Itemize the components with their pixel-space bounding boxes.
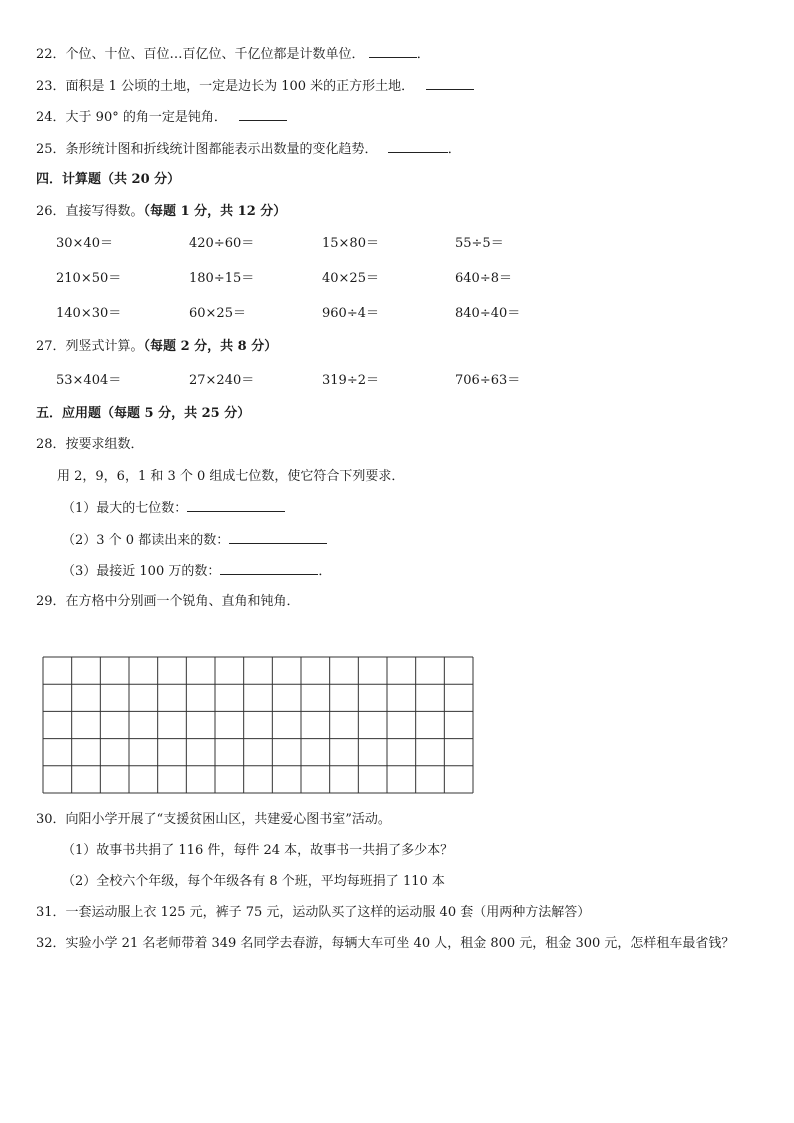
- question-22-text: 22．个位、十位、百位…百亿位、千亿位都是计数单位．: [36, 47, 365, 62]
- expr-27-3: 319÷2＝: [322, 373, 379, 388]
- question-24: [36, 108, 287, 127]
- section-4-title: 四．计算题（共 20 分）: [36, 172, 181, 187]
- question-24-text: 24．大于 90° 的角一定是钝角．: [36, 110, 227, 125]
- question-26-title: 26．直接写得数。: [36, 204, 144, 219]
- expr-26-2-3: 40×25＝: [322, 271, 379, 286]
- question-30-title: 30．向阳小学开展了“支援贫困山区，共建爱心图书室”活动。: [36, 812, 391, 827]
- expr-26-3-2: 60×25＝: [189, 306, 246, 321]
- expr-26-1-1: 30×40＝: [56, 236, 113, 251]
- answer-blank-28-1[interactable]: [187, 499, 285, 512]
- question-22: 22．个位、十位、百位…百亿位、千亿位都是计数单位． ．: [36, 47, 430, 62]
- question-30-part-1: （1）故事书共捐了 116 件，每件 24 本，故事书一共捐了多少本？: [62, 843, 454, 858]
- expr-26-2-4: 640÷8＝: [455, 271, 512, 286]
- expr-27-2: 27×240＝: [189, 373, 255, 388]
- expr-27-1: 53×404＝: [56, 373, 122, 388]
- question-29-title: 29．在方格中分别画一个锐角、直角和钝角．: [36, 594, 300, 609]
- expr-26-3-3: 960÷4＝: [322, 306, 379, 321]
- question-23-text: 23．面积是 1 公顷的土地，一定是边长为 100 米的正方形土地．: [36, 79, 415, 94]
- answer-blank-23[interactable]: [426, 77, 474, 90]
- expr-26-1-4: 55÷5＝: [455, 236, 504, 251]
- question-25-text: 25．条形统计图和折线统计图都能表示出数量的变化趋势．: [36, 142, 378, 157]
- expr-26-2-2: 180÷15＝: [189, 271, 255, 286]
- question-32: 32．实验小学 21 名老师带着 349 名同学去春游，每辆大车可坐 40 人，租金 800 元，租金 300 元，怎样租车最省钱？: [36, 936, 735, 951]
- expr-26-2-1: 210×50＝: [56, 271, 122, 286]
- question-27-score: （每题 2 分，共 8 分）: [143, 339, 278, 354]
- section-5-title: 五．应用题（每题 5 分，共 25 分）: [36, 406, 251, 421]
- question-27-title: 27．列竖式计算。: [36, 339, 144, 354]
- question-27: [36, 338, 277, 356]
- question-26-score: （每题 1 分，共 12 分）: [143, 204, 287, 219]
- question-26: [36, 203, 286, 221]
- question-28-title: 28．按要求组数．: [36, 437, 144, 452]
- answer-blank-28-3[interactable]: [220, 562, 318, 575]
- question-30-part-2: （2）全校六个年级，每个年级各有 8 个班，平均每班捐了 110 本: [62, 874, 445, 889]
- expr-27-4: 706÷63＝: [455, 373, 521, 388]
- question-31: 31．一套运动服上衣 125 元，裤子 75 元，运动队买了这样的运动服 40 套（用两种方法解答）: [36, 905, 591, 920]
- question-28-part-2: （2）3 个 0 都读出来的数：: [62, 531, 327, 550]
- expr-26-1-3: 15×80＝: [322, 236, 379, 251]
- question-28-part-3: （3）最接近 100 万的数： ．: [62, 564, 332, 579]
- question-28-part-1: （1）最大的七位数：: [62, 499, 285, 518]
- answer-blank-25[interactable]: [388, 140, 448, 153]
- drawing-grid[interactable]: [42, 656, 474, 794]
- expr-26-3-1: 140×30＝: [56, 306, 122, 321]
- answer-blank-28-2[interactable]: [229, 531, 327, 544]
- question-25: 25．条形统计图和折线统计图都能表示出数量的变化趋势． ．: [36, 142, 461, 157]
- answer-blank-24[interactable]: [239, 108, 287, 121]
- expr-26-3-4: 840÷40＝: [455, 306, 521, 321]
- expr-26-1-2: 420÷60＝: [189, 236, 255, 251]
- answer-blank-22[interactable]: [369, 45, 417, 58]
- question-23: [36, 77, 474, 96]
- question-28-intro: 用 2，9，6，1 和 3 个 0 组成七位数，使它符合下列要求．: [57, 469, 405, 484]
